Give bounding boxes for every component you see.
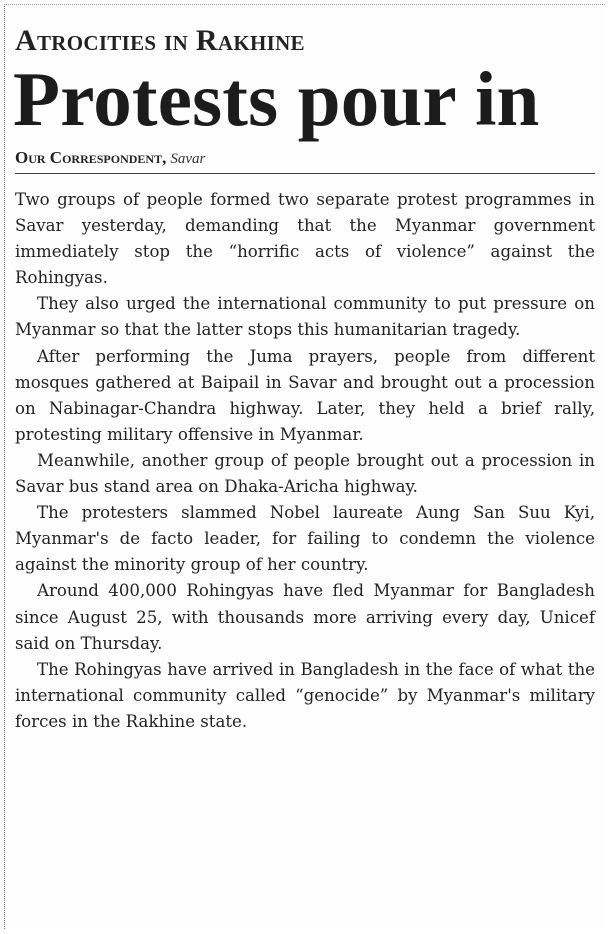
headline: Protests pour in [13,56,540,142]
paragraph-4: Meanwhile, another group of people brought out a procession in Savar bus stand area on Dhaka-Aricha highway. [15,450,595,497]
byline-place: Savar [170,151,206,167]
byline-name: Our Correspondent, [15,148,167,167]
paragraph-5: The protesters slammed Nobel laureate Aung San Suu Kyi, Myanmar's de facto leader, for failing to condemn the violence against the minority group of her country. [15,503,595,575]
paragraph-6: Around 400,000 Rohingyas have fled Myanmar for Bangladesh since August 25, with thousands more arriving every day, Unicef said on Thursday. [15,581,595,653]
paragraph-2: They also urged the international community to put pressure on Myanmar so that the latter stops this humanitarian tragedy. [15,294,595,340]
kicker: Atrocities in Rakhine [15,24,305,57]
paragraph-3: After performing the Juma prayers, people from different mosques gathered at Baipail in Savar and brought out a procession on Nabinagar-Chandra highway. Later, they held a brief rally, protesting military offensive in Myanmar. [15,346,595,444]
paragraph-1: Two groups of people formed two separate protest programmes in Savar yesterday, demanding that the Myanmar government immediately stop the “horrific acts of violence” against the Rohingyas. [15,190,595,288]
byline [15,149,595,174]
newspaper-clipping [4,4,605,929]
paragraph-7: The Rohingyas have arrived in Bangladesh in the face of what the international community called “genocide” by Myanmar's military forces in the Rakhine state. [15,659,595,731]
article-body [15,187,595,735]
